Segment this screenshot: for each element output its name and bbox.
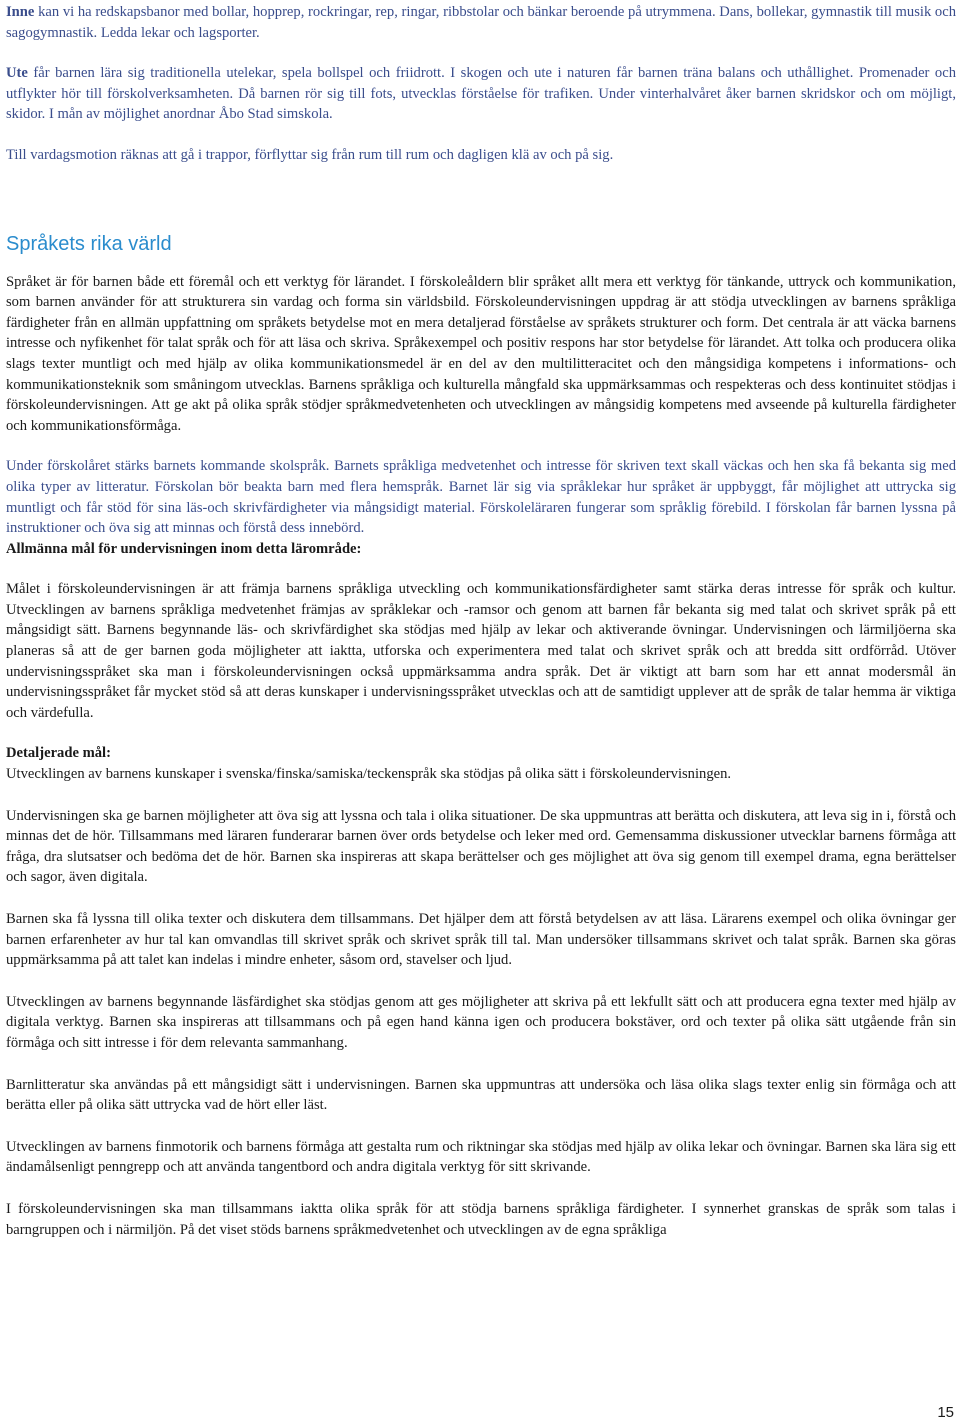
paragraph-sprak-2: Under förskolåret stärks barnets kommande skolspråk. Barnets språkliga medvetenhet och intresse för skriven text skall väckas och hen ska få bekanta sig med olika typer av litteratur. Förskolan bör beakta barn med flera hemspråk. Barnet lär sig via språklekar hur språket är uppbyggt, får möjlighet att uttrycka sig muntligt och får stöd för sina läs-och skrivfärdigheter via mångsidigt material. Förskoleläraren fungerar som språklig förebild. I förskolan får barnen lyssna på instruktioner och öva sig att minnas och förstå dess innebörd. — [6, 458, 956, 537]
document-page — [6, 2, 956, 1240]
page-number: 15 — [937, 1404, 954, 1421]
paragraph-ute — [6, 63, 956, 125]
paragraph-detailed-5: Utvecklingen av barnens finmotorik och barnens förmåga att gestalta rum och riktningar ska stödjas med hjälp av olika lekar och övningar. Barnen ska lära sig ett ändamålsenligt penngrepp och att använda tangentbord och andra digitala verktyg för sitt skrivande. — [6, 1138, 956, 1176]
section-heading: Språkets rika värld — [6, 232, 172, 255]
paragraph-text: kan vi ha redskapsbanor med bollar, hopprep, rockringar, rep, ringar, ribbstolar och bänkar beroende på utrymmena. Dans, bollekar, gymnastik till musik och sagogymnastik. Ledda lekar och lagsporter. — [6, 4, 956, 41]
paragraph-text: får barnen lära sig traditionella utelekar, spela bollspel och friidrott. I skogen och ute i naturen får barnen träna balans och uthållighet. Promenader och utflykter hör till förskolverksamheten. Då barnen rör sig till fots, utvecklas förståelse för trafiken. Under vinterhalvåret åker barnen skridskor och om möjligt, skidor. I mån av möjlighet anordnar Åbo Stad simskola. — [6, 65, 956, 123]
paragraph-inne — [6, 2, 956, 43]
paragraph-detailed-2: Barnen ska få lyssna till olika texter och diskutera dem tillsammans. Det hjälper dem att förstå betydelsen av att läsa. Lärarens exempel och olika övningar ger barnen erfarenheter av hur tal kan omvandlas till skrivet språk och skrivet språk till tal. Man undersöker tillsammans skrivet och talat språk. Barnen ska göras uppmärksamma på att talet kan indelas i mindre enheter, såsom ord, stavelser och ljud. — [6, 911, 956, 969]
paragraph-sprak-1: Språket är för barnen både ett föremål och ett verktyg för lärandet. I förskoleåldern blir språket allt mera ett verktyg för tänkande, uttryck och kommunikation, som barnen använder för att strukturera sin vardag och forma sin världsbild. Förskoleundervisningen uppdrag är att stödja utvecklingen av barnens språkliga färdigheter från en allmän uppfattning om språkets betydelse mot en mera detaljerad förståelse av språkets strukturer och form. Det centrala är att väcka barnens intresse och nyfikenhet för talat språk och för att läsa och skriva. Språkexempel och positiv respons har stor betydelse för lärandet. Att tolka och producera olika slags texter muntligt och med hjälp av olika kommunikationsmedel är en del av den multilitteracitet och den mångsidiga kompetens i informations- och kommunikationsteknik som småningom utvecklas. Barnens språkliga och kulturella mångfald ska uppmärksammas och respekteras och dess kontinuitet stödjas i förskoleundervisningen. Att ge akt på olika språk stödjer språkmedvetenheten och utvecklingen av mångsidig kompetens med avseende på kulturella färdigheter och kommunikationsförmåga. — [6, 273, 956, 434]
detailed-heading: Detaljerade mål: — [6, 745, 111, 762]
paragraph-detailed-4: Barnlitteratur ska användas på ett mångsidigt sätt i undervisningen. Barnen ska uppmuntras att undersöka och läsa olika slags texter enlig sin förmåga och att berätta eller på olika sätt uttrycka vad de hört eller läst. — [6, 1076, 956, 1114]
paragraph-detailed-6: I förskoleundervisningen ska man tillsammans iaktta olika språk för att stödja barnens språkliga färdigheter. I synnerhet granskas de språk som talas i barngruppen och i närmiljön. På det viset stöds barnens språkmedvetenhet och utvecklingen av de egna språkliga — [6, 1200, 956, 1238]
lead-word-inne: Inne — [6, 4, 35, 20]
goals-heading: Allmänna mål för undervisningen inom detta lärområde: — [6, 540, 362, 557]
paragraph-detailed-1: Undervisningen ska ge barnen möjligheter att öva sig att lyssna och tala i olika situationer. De ska uppmuntras att berätta och diskutera, att leva sig in i, förstå och minnas det de hör. Tillsammans med läraren funderarar barnen över ords betydelse och leker med ord. Gemensamma diskussioner utvecklar barnens förmåga att fråga, dra slutsatser och bedöma det de hör. Barnen ska inspireras att skapa berättelser och ges möjlighet att öva sig genom till exempel drama, egna berättelser och sagor, även digitala. — [6, 807, 956, 886]
paragraph-goals: Målet i förskoleundervisningen är att främja barnens språkliga utveckling och kommunikationsfärdigheter samt stärka deras intresse för språk och kultur. Utvecklingen av barnens språkliga medvetenhet främjas av språklekar och -ramsor och genom att barnen får bekanta sig med talat och skrivet språk på ett mångsidigt sätt. Barnens begynnande läs- och skrivfärdighet ska stödjas med hjälp av lekar och aktiverande övningar. Undervisningen och lärmiljöerna ska planeras så att de ger barnen goda möjligheter att iaktta, utforska och experimentera med talat och skrivet språk och att bredda sitt ordförråd. Utöver undervisningsspråket ska man i förskoleundervisningen också uppmärksamma andra språk. Det är viktigt att barn som har ett annat modersmål än undervisningsspråket får mycket stöd så att deras kunskaper i undervisningsspråket utvecklas och att de samtidigt upplever att de språk de talar hemma är viktiga och värdefulla. — [6, 581, 956, 721]
paragraph-vardagsmotion: Till vardagsmotion räknas att gå i trappor, förflyttar sig från rum till rum och dagligen klä av och på sig. — [6, 146, 614, 163]
lead-word-ute: Ute — [6, 65, 28, 82]
paragraph-detailed-3: Utvecklingen av barnens begynnande läsfärdighet ska stödjas genom att ges möjligheter att skriva på ett lekfullt sätt och att producera egna texter med hjälp av digitala verktyg. Barnen ska inspireras att tillsammans och på egen hand känna igen och producera bokstäver, ord och texter på olika sätt utgående från sin förmåga och sitt intresse i för dem relevanta sammanhang. — [6, 993, 956, 1051]
paragraph-detailed-0: Utvecklingen av barnens kunskaper i svenska/finska/samiska/teckenspråk ska stödjas på olika sätt i förskoleundervisningen. — [6, 766, 732, 783]
